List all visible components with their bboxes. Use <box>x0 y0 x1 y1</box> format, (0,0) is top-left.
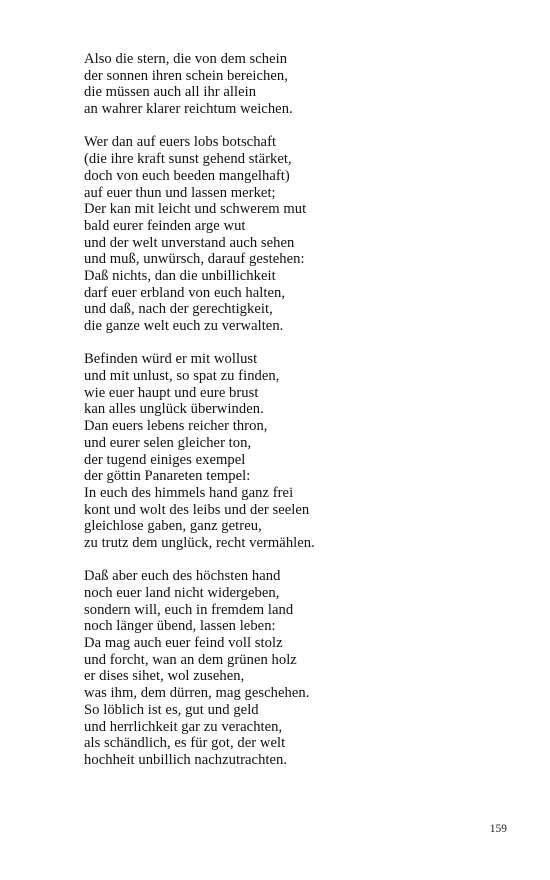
poem-line: Daß aber euch des höchsten hand <box>84 568 281 585</box>
poem-line: Wer dan auf euers lobs botschaft <box>84 134 277 151</box>
poem-line: Dan euers lebens reicher thron, <box>84 418 268 435</box>
poem-line: kont und wolt des leibs und der seelen <box>84 501 310 518</box>
poem-line: die müssen auch all ihr allein <box>84 84 257 101</box>
poem-line: und daß, nach der gerechtigkeit, <box>84 301 273 318</box>
poem-line: und herrlichkeit gar zu verachten, <box>84 718 283 735</box>
poem-line: an wahrer klarer reichtum weichen. <box>84 101 293 118</box>
poem-line: bald eurer feinden arge wut <box>84 217 246 234</box>
poem-line: gleichlose gaben, ganz getreu, <box>84 518 262 535</box>
poem-line: und muß, unwürsch, darauf gestehen: <box>84 251 305 268</box>
poem-line: kan alles unglück überwinden. <box>84 401 264 418</box>
stanza-4 <box>84 568 504 768</box>
poem-line: doch von euch beeden mangelhaft) <box>84 167 290 184</box>
poem-line: der tugend einiges exempel <box>84 451 246 468</box>
poem-line: Also die stern, die von dem schein <box>84 51 288 67</box>
stanza-3 <box>84 351 504 551</box>
poem-line: Der kan mit leicht und schwerem mut <box>84 201 307 218</box>
poem-line: was ihm, dem dürren, mag geschehen. <box>84 685 310 702</box>
poem-line: Da mag auch euer feind voll stolz <box>84 635 283 652</box>
poem-line: darf euer erbland von euch halten, <box>84 284 286 301</box>
poem-line: als schändlich, es für got, der welt <box>84 735 286 752</box>
page-number: 159 <box>489 823 507 835</box>
poem-line: und mit unlust, so spat zu finden, <box>84 368 280 385</box>
poem-line: zu trutz dem unglück, recht vermählen. <box>84 534 315 551</box>
poem-line: Befinden würd er mit wollust <box>84 351 258 368</box>
poem-line: hochheit unbillich nachzutrachten. <box>84 751 288 768</box>
poem-line: auf euer thun und lassen merket; <box>84 184 276 201</box>
poem-line: noch länger übend, lassen leben: <box>84 618 276 635</box>
poem-line: und der welt unverstand auch sehen <box>84 234 295 251</box>
stanza-2 <box>84 134 504 334</box>
poem-line: er dises sihet, wol zusehen, <box>84 668 245 685</box>
poem-line: der sonnen ihren schein bereichen, <box>84 67 288 84</box>
poem-line: In euch des himmels hand ganz frei <box>84 484 294 501</box>
poem-line: noch euer land nicht widergeben, <box>84 585 280 601</box>
poem-line: und forcht, wan an dem grünen holz <box>84 651 297 668</box>
poem-line: wie euer haupt und eure brust <box>84 384 259 401</box>
poem-line: der göttin Panareten tempel: <box>84 468 251 485</box>
poem-line: So löblich ist es, gut und geld <box>84 701 259 718</box>
poem-line: sondern will, euch in fremdem land <box>84 601 294 618</box>
poem-line: (die ihre kraft sunst gehend stärket, <box>84 151 292 168</box>
poem-line: die ganze welt euch zu verwalten. <box>84 318 284 334</box>
poem-text <box>84 51 504 785</box>
poem-line: Daß nichts, dan die unbillichkeit <box>84 267 276 284</box>
stanza-1 <box>84 51 504 118</box>
poem-line: und eurer selen gleicher ton, <box>84 434 252 451</box>
